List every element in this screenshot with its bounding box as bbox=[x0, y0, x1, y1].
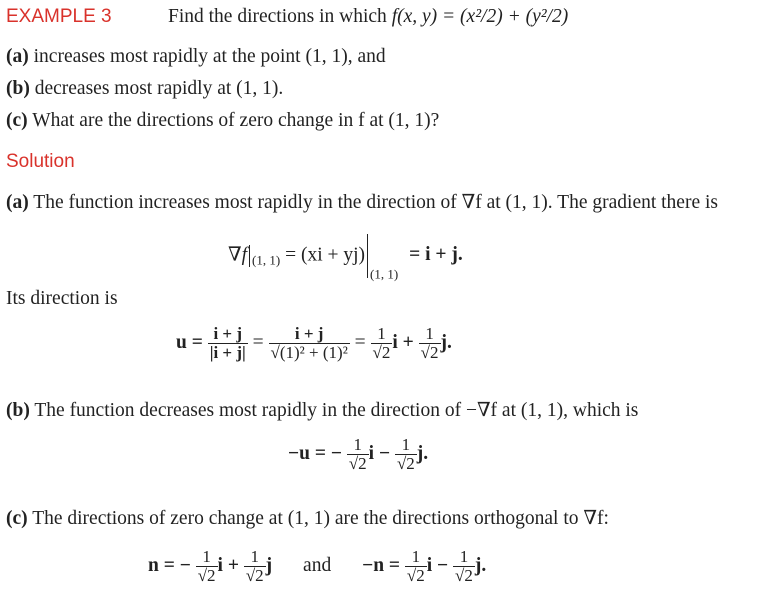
u-frac-1 bbox=[208, 325, 248, 363]
neg-u-end: j. bbox=[416, 443, 429, 465]
u-frac-1-num: i + j bbox=[213, 324, 243, 343]
part-a bbox=[6, 46, 386, 68]
gradient-equation bbox=[228, 234, 463, 282]
u-frac-4 bbox=[419, 325, 441, 363]
neg-u-frac-2-den: √2 bbox=[396, 453, 415, 473]
neg-u-frac-1 bbox=[347, 436, 369, 474]
u-frac-3-den: √2 bbox=[372, 342, 391, 362]
n-mid: i + bbox=[217, 555, 239, 577]
grad-sub: (1, 1) bbox=[252, 252, 281, 268]
u-equation bbox=[176, 325, 452, 363]
n-equation bbox=[148, 548, 486, 586]
u-eq-1: = bbox=[252, 332, 264, 354]
n-frac-2 bbox=[244, 548, 266, 586]
solution-b bbox=[6, 398, 638, 422]
neg-u-lhs: −u = − bbox=[288, 443, 342, 465]
part-b-label: (b) bbox=[6, 78, 30, 99]
grad-bar bbox=[249, 245, 250, 267]
solution-a-label: (a) bbox=[6, 192, 29, 213]
neg-u-frac-2-num: 1 bbox=[401, 435, 411, 454]
part-a-text: increases most rapidly at the point (1, 1), and bbox=[33, 46, 386, 67]
grad-rhs: = i + j. bbox=[409, 244, 463, 266]
neg-u-frac-1-den: √2 bbox=[348, 453, 367, 473]
n-frac-3-num: 1 bbox=[411, 547, 421, 566]
u-eq-2: = bbox=[354, 332, 366, 354]
u-frac-4-den: √2 bbox=[420, 342, 439, 362]
solution-a-text: The function increases most rapidly in the direction of ∇f at (1, 1). The gradient there is bbox=[33, 192, 718, 213]
n-lhs: n = − bbox=[148, 555, 191, 577]
solution-label: Solution bbox=[6, 151, 75, 172]
part-a-label: (a) bbox=[6, 46, 29, 67]
u-lhs: u = bbox=[176, 332, 203, 354]
n-frac-4-num: 1 bbox=[459, 547, 469, 566]
n-frac-2-den: √2 bbox=[245, 565, 264, 585]
solution-b-text: The function decreases most rapidly in the direction of −∇f at (1, 1), which is bbox=[34, 400, 639, 421]
part-b-text: decreases most rapidly at (1, 1). bbox=[34, 78, 284, 99]
u-frac-2-den: √(1)² + (1)² bbox=[270, 342, 348, 362]
n-frac-1 bbox=[196, 548, 218, 586]
u-frac-2-num: i + j bbox=[294, 324, 324, 343]
neg-u-equation bbox=[288, 436, 428, 474]
grad-eval-sub: (1, 1) bbox=[370, 266, 399, 282]
u-frac-1-den: |i + j| bbox=[209, 342, 246, 362]
part-c bbox=[6, 110, 439, 132]
n-frac-3-den: √2 bbox=[406, 565, 425, 585]
solution-c-text: The directions of zero change at (1, 1) are the directions orthogonal to ∇f: bbox=[32, 508, 609, 529]
n-end: j bbox=[265, 555, 273, 577]
example-question bbox=[168, 6, 568, 28]
n-and: and bbox=[303, 555, 332, 577]
grad-eval-bar bbox=[367, 234, 368, 278]
neg-u-frac-2 bbox=[395, 436, 417, 474]
solution-a bbox=[6, 190, 718, 214]
u-end: j. bbox=[440, 332, 452, 354]
neg-n-end: j. bbox=[474, 555, 487, 577]
neg-n-lhs: −n = bbox=[362, 555, 401, 577]
n-frac-1-den: √2 bbox=[197, 565, 216, 585]
question-function: f(x, y) = (x²/2) + (y²/2) bbox=[391, 6, 569, 27]
solution-c-label: (c) bbox=[6, 508, 28, 529]
u-frac-2 bbox=[269, 325, 350, 363]
direction-intro: Its direction is bbox=[6, 288, 118, 309]
n-frac-3 bbox=[405, 548, 427, 586]
u-frac-3-num: 1 bbox=[377, 324, 386, 343]
grad-mid: = (xi + yj) bbox=[285, 244, 366, 266]
u-plus: i + bbox=[392, 332, 414, 354]
u-frac-3 bbox=[371, 325, 393, 363]
neg-u-frac-1-num: 1 bbox=[353, 435, 362, 454]
question-intro: Find the directions in which bbox=[168, 6, 387, 27]
solution-c bbox=[6, 506, 609, 530]
n-frac-2-num: 1 bbox=[250, 547, 259, 566]
example-label: EXAMPLE 3 bbox=[6, 6, 112, 27]
part-b bbox=[6, 78, 283, 100]
n-frac-4-den: √2 bbox=[455, 565, 473, 585]
n-frac-4 bbox=[453, 548, 475, 586]
part-c-label: (c) bbox=[6, 110, 28, 131]
u-frac-4-num: 1 bbox=[425, 324, 434, 343]
part-c-text: What are the directions of zero change in f at (1, 1)? bbox=[32, 110, 440, 131]
grad-lhs: ∇f bbox=[228, 244, 248, 266]
neg-n-mid: i − bbox=[426, 555, 449, 577]
neg-u-mid: i − bbox=[368, 443, 391, 465]
solution-b-label: (b) bbox=[6, 400, 30, 421]
n-frac-1-num: 1 bbox=[202, 547, 211, 566]
